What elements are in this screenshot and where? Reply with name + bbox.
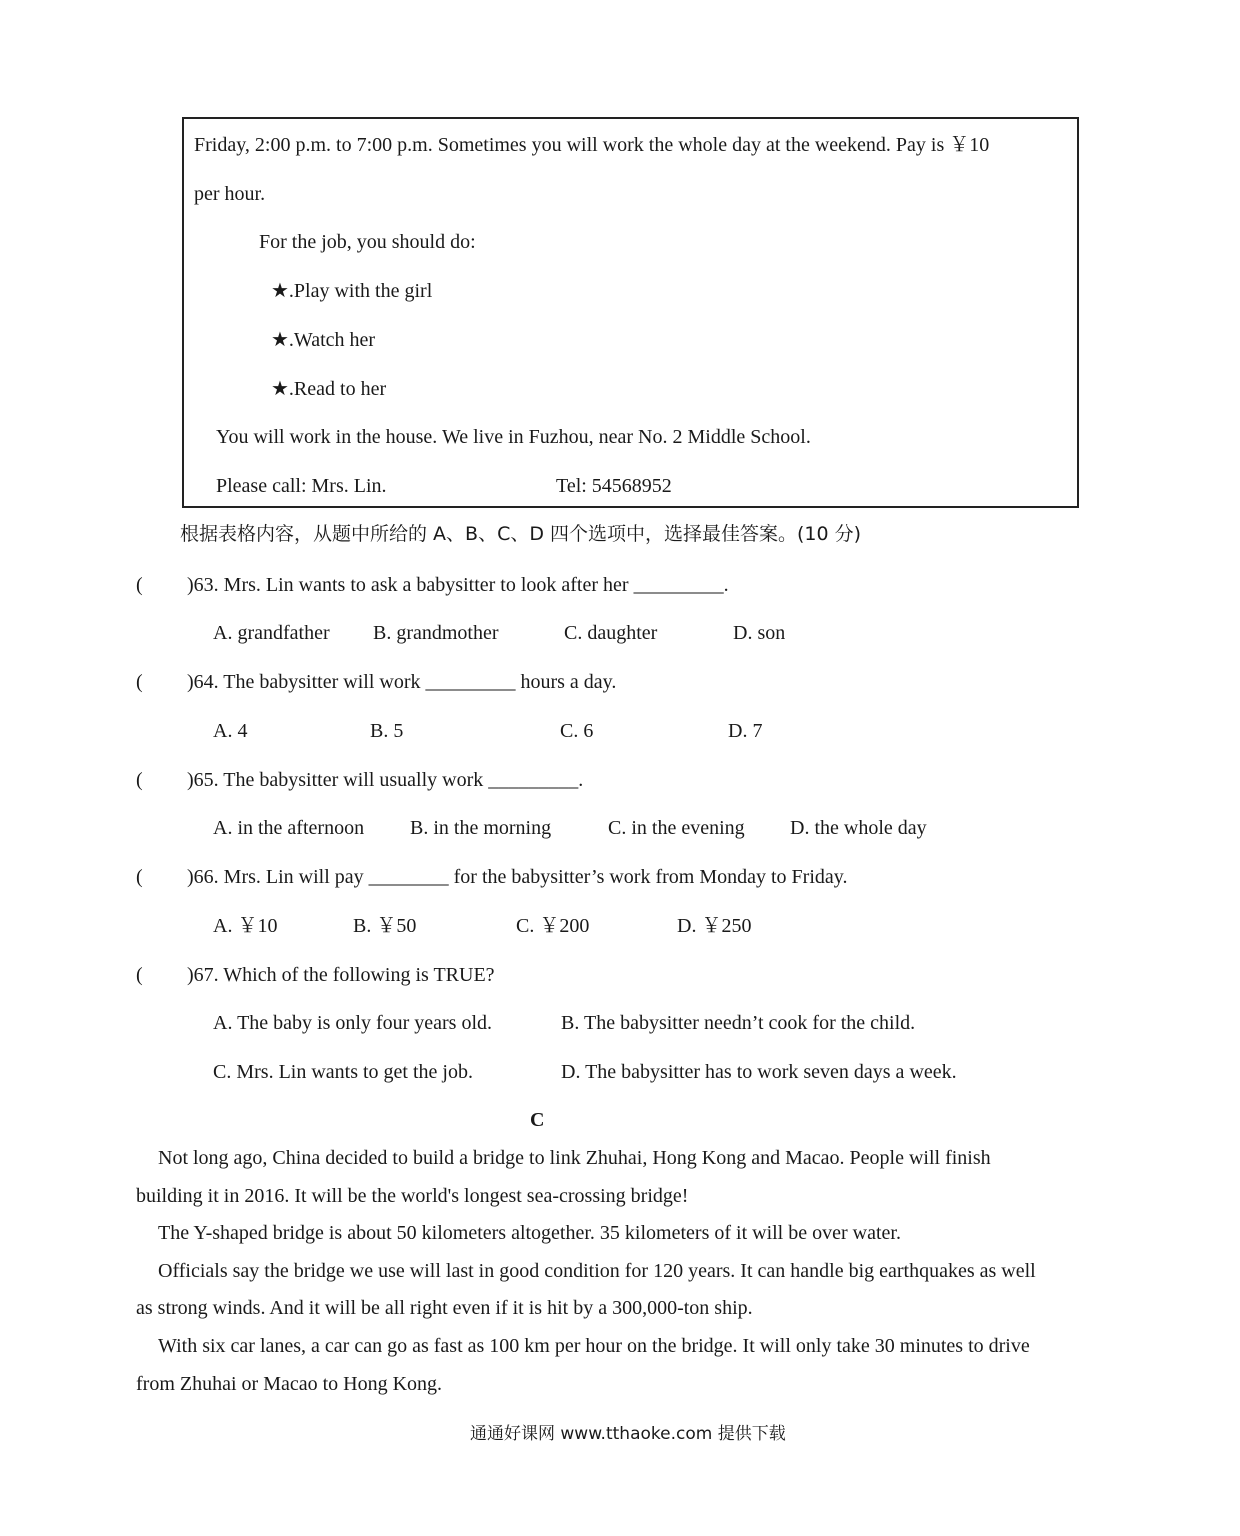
option-a: A. grandfather [213,622,330,644]
answer-blank-paren: ( [136,866,143,888]
option-d: D. ￥250 [677,915,752,937]
option-c: C. in the evening [608,817,745,839]
passage-line: Officials say the bridge we use will last in good condition for 120 years. It can handle big earthquakes as well [158,1260,1036,1282]
passage-line: With six car lanes, a car can go as fast as 100 km per hour on the bridge. It will only take 30 minutes to drive [158,1335,1030,1357]
notice-box [182,117,1079,508]
option-a: A. 4 [213,720,248,742]
option-b: B. ￥50 [353,915,417,937]
notice-location: You will work in the house. We live in Fuzhou, near No. 2 Middle School. [216,426,811,448]
duty-item: ★.Play with the girl [271,280,433,302]
option-c: C. Mrs. Lin wants to get the job. [213,1061,473,1083]
passage-line: as strong winds. And it will be all right even if it is hit by a 300,000-ton ship. [136,1297,753,1319]
question-65-stem: )65. The babysitter will usually work _________. [187,769,584,791]
duty-item: ★.Watch her [271,329,376,351]
option-a: A. The baby is only four years old. [213,1012,493,1034]
answer-blank-paren: ( [136,671,143,693]
question-67-stem: )67. Which of the following is TRUE? [187,964,495,986]
option-a: A. in the afternoon [213,817,365,839]
option-d: D. The babysitter has to work seven days a week. [561,1061,957,1083]
passage-line: building it in 2016. It will be the world's longest sea-crossing bridge! [136,1185,689,1207]
option-d: D. the whole day [790,817,927,839]
option-b: B. in the morning [410,817,552,839]
passage-line: The Y-shaped bridge is about 50 kilometers altogether. 35 kilometers of it will be over water. [158,1222,901,1244]
option-d: D. 7 [728,720,763,742]
duty-item: ★.Read to her [271,378,387,400]
option-a: A. ￥10 [213,915,278,937]
passage-line: Not long ago, China decided to build a bridge to link Zhuhai, Hong Kong and Macao. People will finish [158,1147,991,1169]
option-b: B. 5 [370,720,404,742]
question-66-stem: )66. Mrs. Lin will pay ________ for the babysitter’s work from Monday to Friday. [187,866,848,888]
question-64-stem: )64. The babysitter will work _________ hours a day. [187,671,617,693]
notice-line-2: per hour. [194,183,266,205]
notice-contact: Please call: Mrs. Lin. [216,475,387,497]
notice-line-1: Friday, 2:00 p.m. to 7:00 p.m. Sometimes you will work the whole day at the weekend. Pay is ￥10 [194,134,990,156]
option-b: B. grandmother [373,622,499,644]
answer-blank-paren: ( [136,574,143,596]
option-b: B. The babysitter needn’t cook for the child. [561,1012,916,1034]
option-c: C. daughter [564,622,658,644]
answer-blank-paren: ( [136,769,143,791]
footer-source[interactable]: 通通好课网 www.tthaoke.com 提供下载 [470,1424,786,1444]
notice-tel: Tel: 54568952 [556,475,672,497]
option-c: C. ￥200 [516,915,590,937]
option-c: C. 6 [560,720,594,742]
section-heading: C [530,1109,545,1131]
option-d: D. son [733,622,786,644]
instruction: 根据表格内容，从题中所给的 A、B、C、D 四个选项中，选择最佳答案。(10 分) [180,523,862,545]
notice-duties-intro: For the job, you should do: [259,231,476,253]
question-63-stem: )63. Mrs. Lin wants to ask a babysitter to look after her _________. [187,574,729,596]
passage-line: from Zhuhai or Macao to Hong Kong. [136,1373,443,1395]
answer-blank-paren: ( [136,964,143,986]
